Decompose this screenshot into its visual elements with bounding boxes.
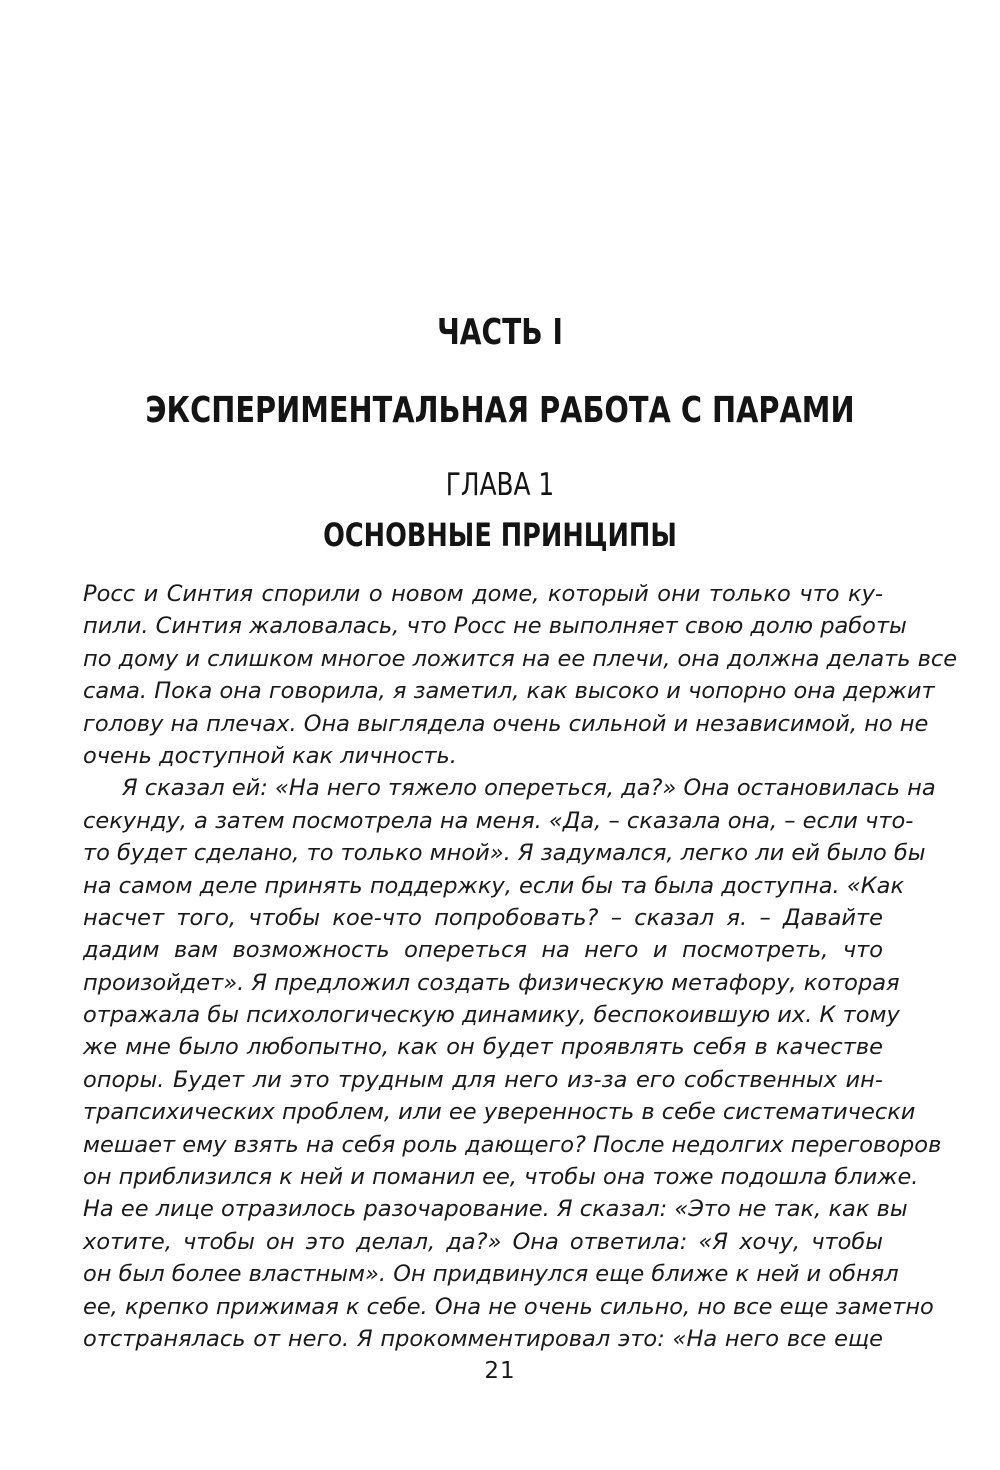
text-line: по дому и слишком многое ложится на ее плечи, она должна делать все [83, 645, 958, 672]
paragraph [83, 772, 942, 1355]
text-line: он был более властным». Он придвинулся еще ближе к ней и обнял [83, 1261, 899, 1288]
chapter-title: ОСНОВНЫЕ ПРИНЦИПЫ [323, 516, 677, 554]
text-line: на самом деле принять поддержку, если бы та была доступна. «Как [83, 872, 905, 899]
part-title: ЭКСПЕРИМЕНТАЛЬНАЯ РАБОТА С ПАРАМИ [145, 390, 855, 431]
text-line: дадим вам возможность опереться на него и посмотреть, что [83, 937, 883, 964]
text-line: то будет сделано, то только мной». Я задумался, легко ли ей было бы [83, 840, 926, 867]
text-line: трапсихических проблем, или ее уверенность в себе систематически [83, 1099, 916, 1126]
text-line: мешает ему взять на себя роль дающего? После недолгих переговоров [83, 1131, 942, 1158]
page-number: 21 [484, 1358, 516, 1384]
chapter-label: ГЛАВА 1 [445, 467, 555, 503]
text-line: сама. Пока она говорила, я заметил, как высоко и чопорно она держит [83, 678, 935, 705]
text-line: секунду, а затем посмотрела на меня. «Да, – сказала она, – если что- [83, 807, 914, 834]
text-line: очень доступной как личность. [83, 742, 457, 769]
text-line: Я сказал ей: «На него тяжело опереться, да?» Она остановилась на [122, 775, 936, 802]
text-line: Росс и Синтия спорили о новом доме, который они только что ку- [83, 581, 883, 607]
text-line: пили. Синтия жаловалась, что Росс не выполняет свою долю работы [83, 613, 907, 640]
text-line: опоры. Будет ли это трудным для него из-за его собственных ин- [83, 1066, 883, 1093]
part-label: ЧАСТЬ I [437, 312, 563, 353]
text-line: он приблизился к ней и поманил ее, чтобы она тоже подошла ближе. [83, 1164, 919, 1191]
text-line: голову на плечах. Она выглядела очень сильной и независимой, но не [83, 710, 929, 737]
text-line: насчет того, чтобы кое-что попробовать? – сказал я. – Давайте [83, 904, 883, 931]
text-line: отстранялась от него. Я прокомментировал это: «На него все еще [83, 1325, 883, 1352]
text-line: произойдет». Я предложил создать физическую метафору, которая [83, 969, 900, 996]
text-line: На ее лице отразилось разочарование. Я сказал: «Это не так, как вы [83, 1196, 908, 1223]
body-text [83, 578, 958, 1355]
text-line: же мне было любопытно, как он будет проявлять себя в качестве [83, 1034, 883, 1061]
text-line: отражала бы психологическую динамику, беспокоившую их. К тому [83, 1002, 900, 1029]
text-line: хотите, чтобы он это делал, да?» Она ответила: «Я хочу, чтобы [83, 1228, 883, 1255]
text-line: ее, крепко прижимая к себе. Она не очень сильно, но все еще заметно [83, 1293, 934, 1320]
paragraph [83, 578, 958, 772]
